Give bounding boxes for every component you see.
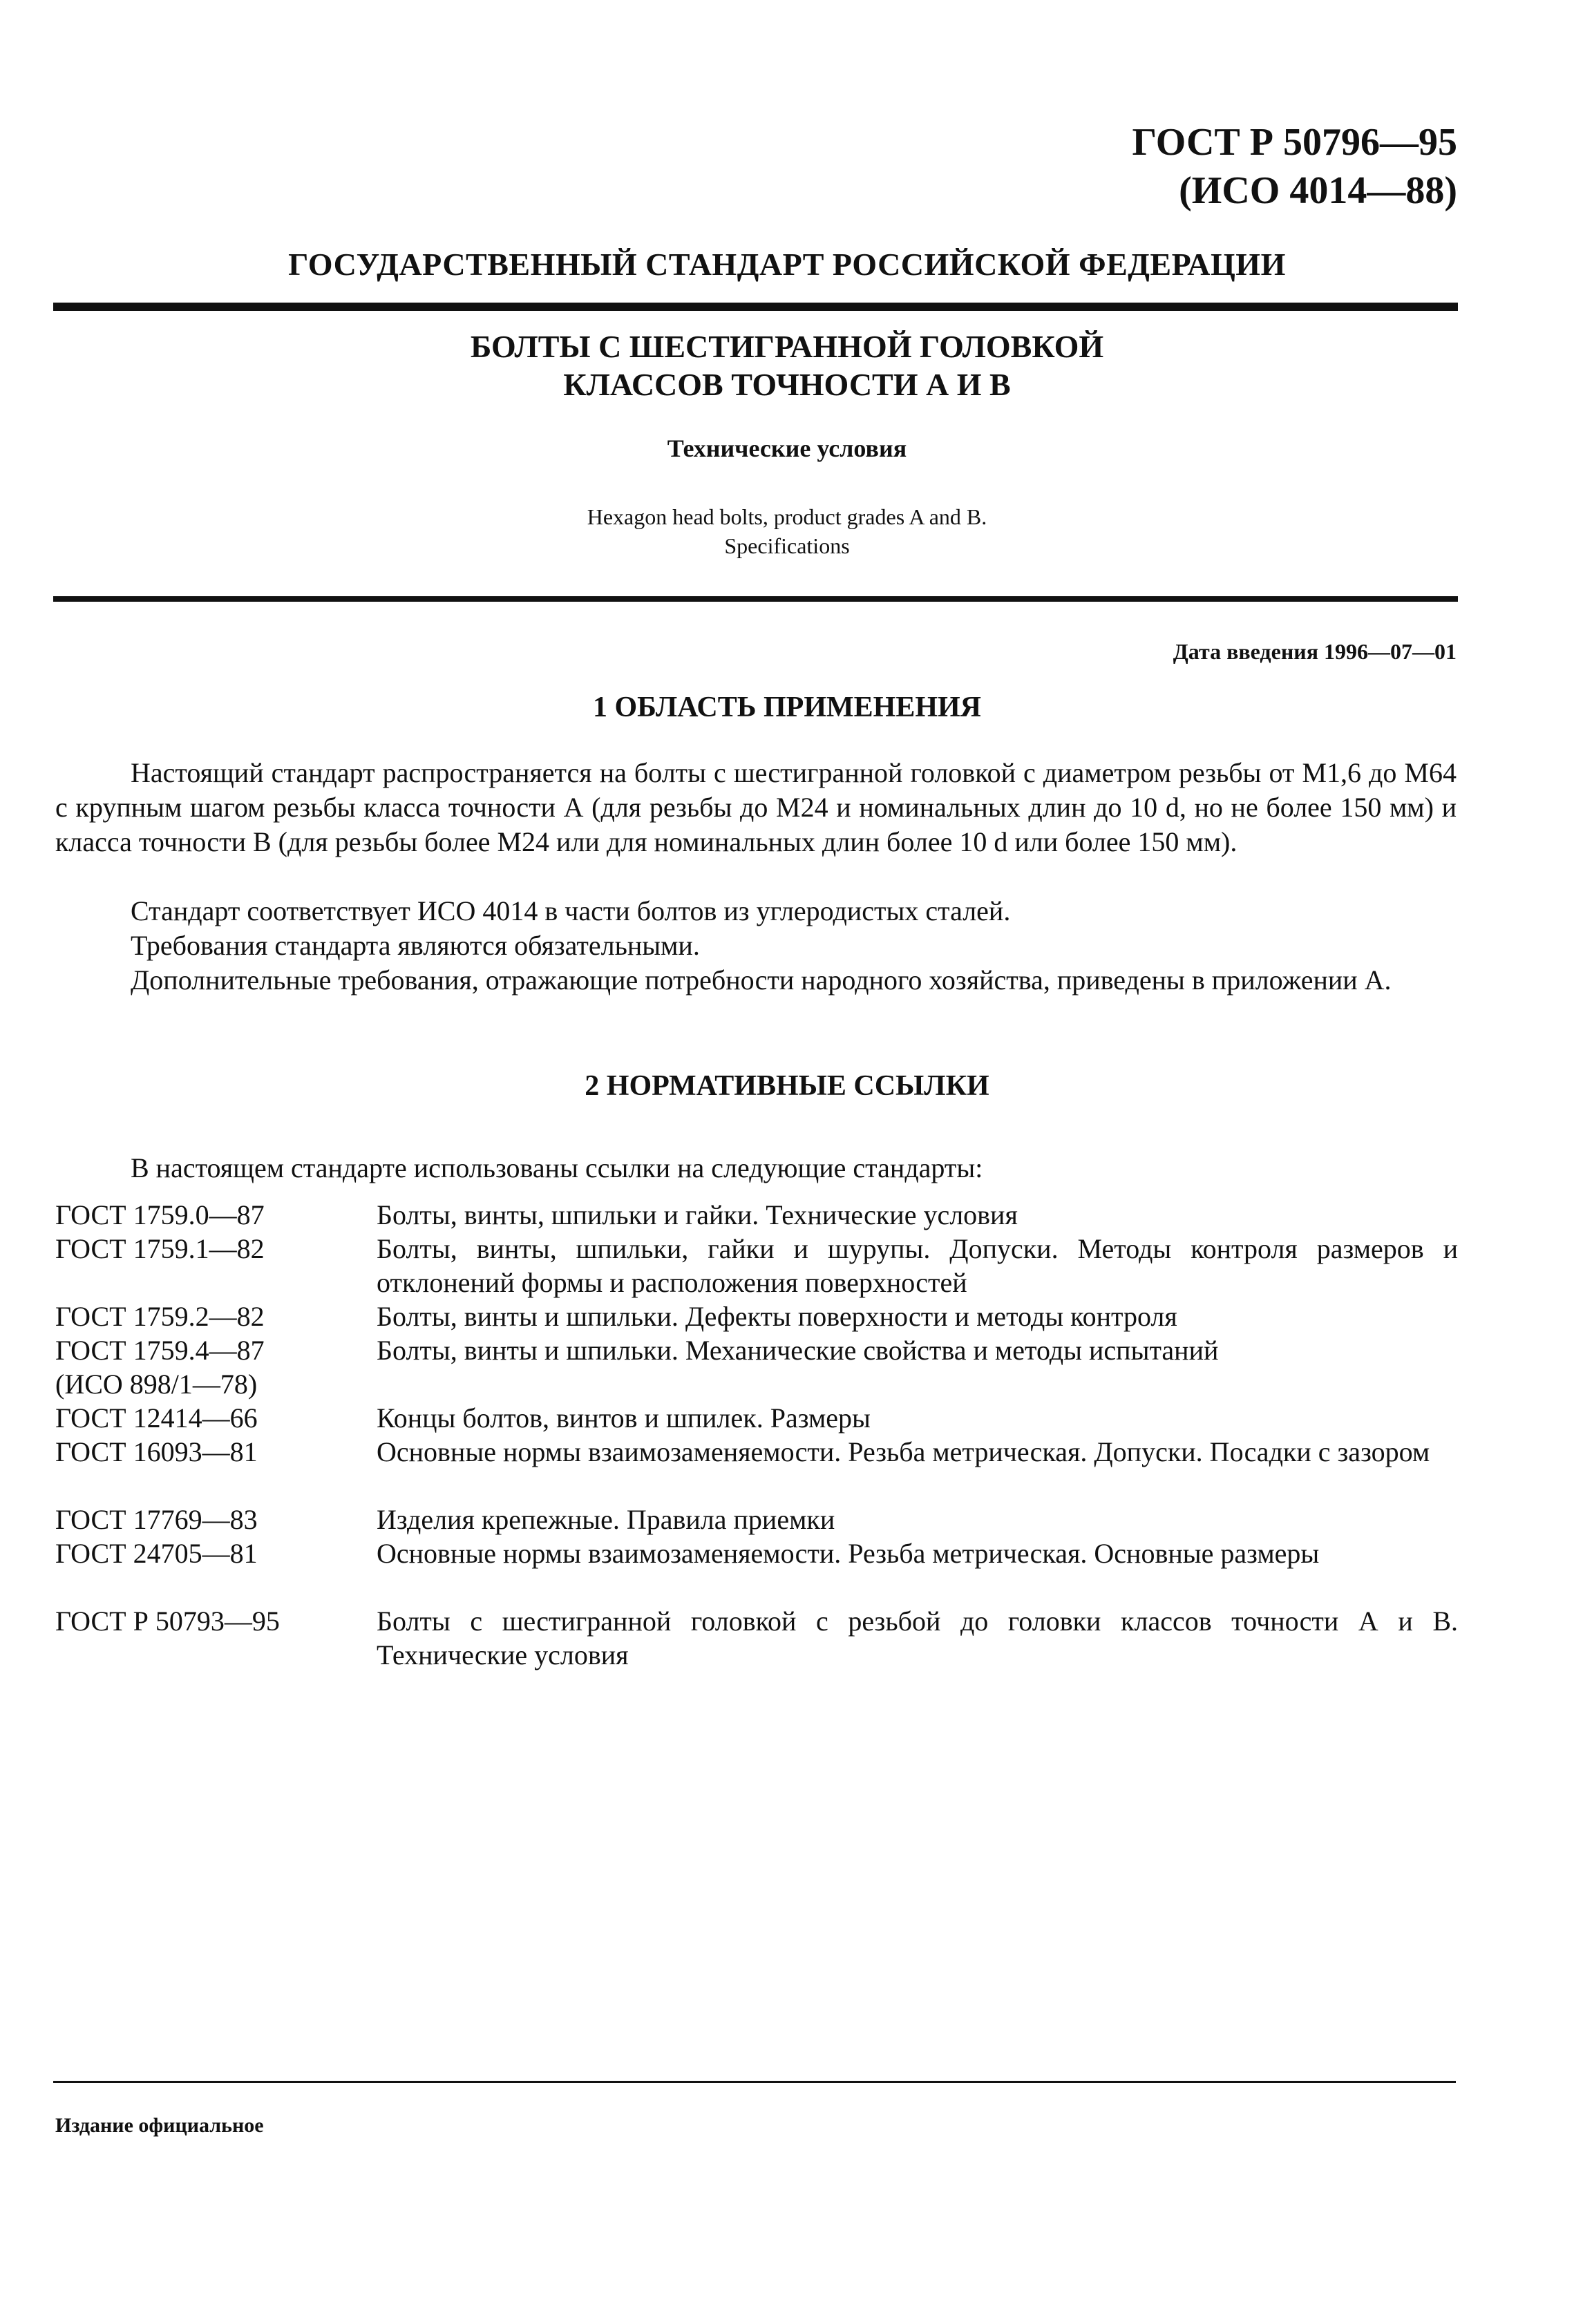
reference-row [55, 1604, 1458, 1672]
reference-code: ГОСТ 12414—66 [55, 1402, 258, 1434]
reference-title: Болты, винты и шпильки. Механические свойства и методы испытаний [377, 1335, 1219, 1366]
reference-title: Концы болтов, винтов и шпилек. Размеры [377, 1402, 871, 1434]
english-title-line2: Specifications [724, 533, 850, 558]
reference-code: ГОСТ Р 50793—95 [55, 1606, 280, 1637]
scope-paragraph: Стандарт соответствует ИСО 4014 в части болтов из углеродистых сталей. [131, 895, 1011, 926]
section-heading-references: 2 НОРМАТИВНЫЕ ССЫЛКИ [585, 1070, 989, 1102]
reference-title: Изделия крепежные. Правила приемки [377, 1504, 835, 1535]
reference-code: ГОСТ 16093—81 [55, 1436, 258, 1467]
section-heading-scope: 1 ОБЛАСТЬ ПРИМЕНЕНИЯ [592, 692, 982, 723]
reference-row [55, 1333, 1458, 1401]
document-title-line2: КЛАССОВ ТОЧНОСТИ А И В [563, 367, 1011, 402]
reference-row [55, 1299, 1458, 1333]
references-intro: В настоящем стандарте использованы ссылки на следующие стандарты: [131, 1152, 983, 1183]
edition-label: Издание официальное [55, 2114, 264, 2137]
scope-paragraph: Настоящий стандарт распространяется на болты с шестигранной головкой с диаметром резьбы от M1,6 до M64 с крупным шагом резьбы класса точности А (для резьбы до M24 и номинальных длин до 10 d, но не более 150 мм) и класса точности В (для резьбы более M24 или для номинальных длин более 10 d или более 150 мм). [55, 757, 1457, 857]
title-divider-rule [53, 596, 1458, 602]
state-standard-heading: ГОСУДАРСТВЕННЫЙ СТАНДАРТ РОССИЙСКОЙ ФЕДЕРАЦИИ [288, 247, 1286, 282]
english-title-line1: Hexagon head bolts, product grades A and B. [587, 504, 987, 529]
top-thick-rule [53, 303, 1458, 311]
reference-code: ГОСТ 1759.2—82 [55, 1301, 265, 1332]
reference-code: ГОСТ 1759.1—82 [55, 1233, 265, 1264]
reference-row [55, 1232, 1458, 1299]
reference-title: Болты, винты, шпильки и гайки. Технические условия [377, 1199, 1018, 1230]
document-subtitle: Технические условия [667, 435, 907, 462]
standard-code: ГОСТ Р 50796—95 [1132, 121, 1457, 164]
reference-code: ГОСТ 17769—83 [55, 1504, 258, 1535]
iso-code: (ИСО 4014—88) [1179, 169, 1457, 212]
reference-title: Болты с шестигранной головкой с резьбой до головки классов точности А и В. Технические условия [377, 1606, 1458, 1670]
reference-code: ГОСТ 24705—81 [55, 1538, 258, 1569]
reference-title: Основные нормы взаимозаменяемости. Резьба метрическая. Допуски. Посадки с зазором [377, 1436, 1430, 1467]
reference-code: ГОСТ 1759.4—87 (ИСО 898/1—78) [55, 1335, 265, 1400]
introduction-date: Дата введения 1996—07—01 [1173, 639, 1457, 664]
reference-title: Болты, винты, шпильки, гайки и шурупы. Допуски. Методы контроля размеров и отклонений формы и расположения поверхностей [377, 1233, 1458, 1298]
reference-row [55, 1536, 1458, 1570]
reference-row [55, 1503, 1458, 1536]
reference-title: Основные нормы взаимозаменяемости. Резьба метрическая. Основные размеры [377, 1538, 1320, 1569]
reference-row [55, 1198, 1458, 1232]
scope-paragraph: Дополнительные требования, отражающие потребности народного хозяйства, приведены в приложении А. [131, 964, 1392, 996]
document-title-line1: БОЛТЫ С ШЕСТИГРАННОЙ ГОЛОВКОЙ [470, 329, 1104, 364]
scope-paragraph: Требования стандарта являются обязательными. [131, 930, 700, 961]
footer-rule [53, 2081, 1456, 2083]
reference-row [55, 1435, 1458, 1469]
reference-row [55, 1401, 1458, 1435]
reference-code: ГОСТ 1759.0—87 [55, 1199, 265, 1230]
reference-title: Болты, винты и шпильки. Дефекты поверхности и методы контроля [377, 1301, 1177, 1332]
